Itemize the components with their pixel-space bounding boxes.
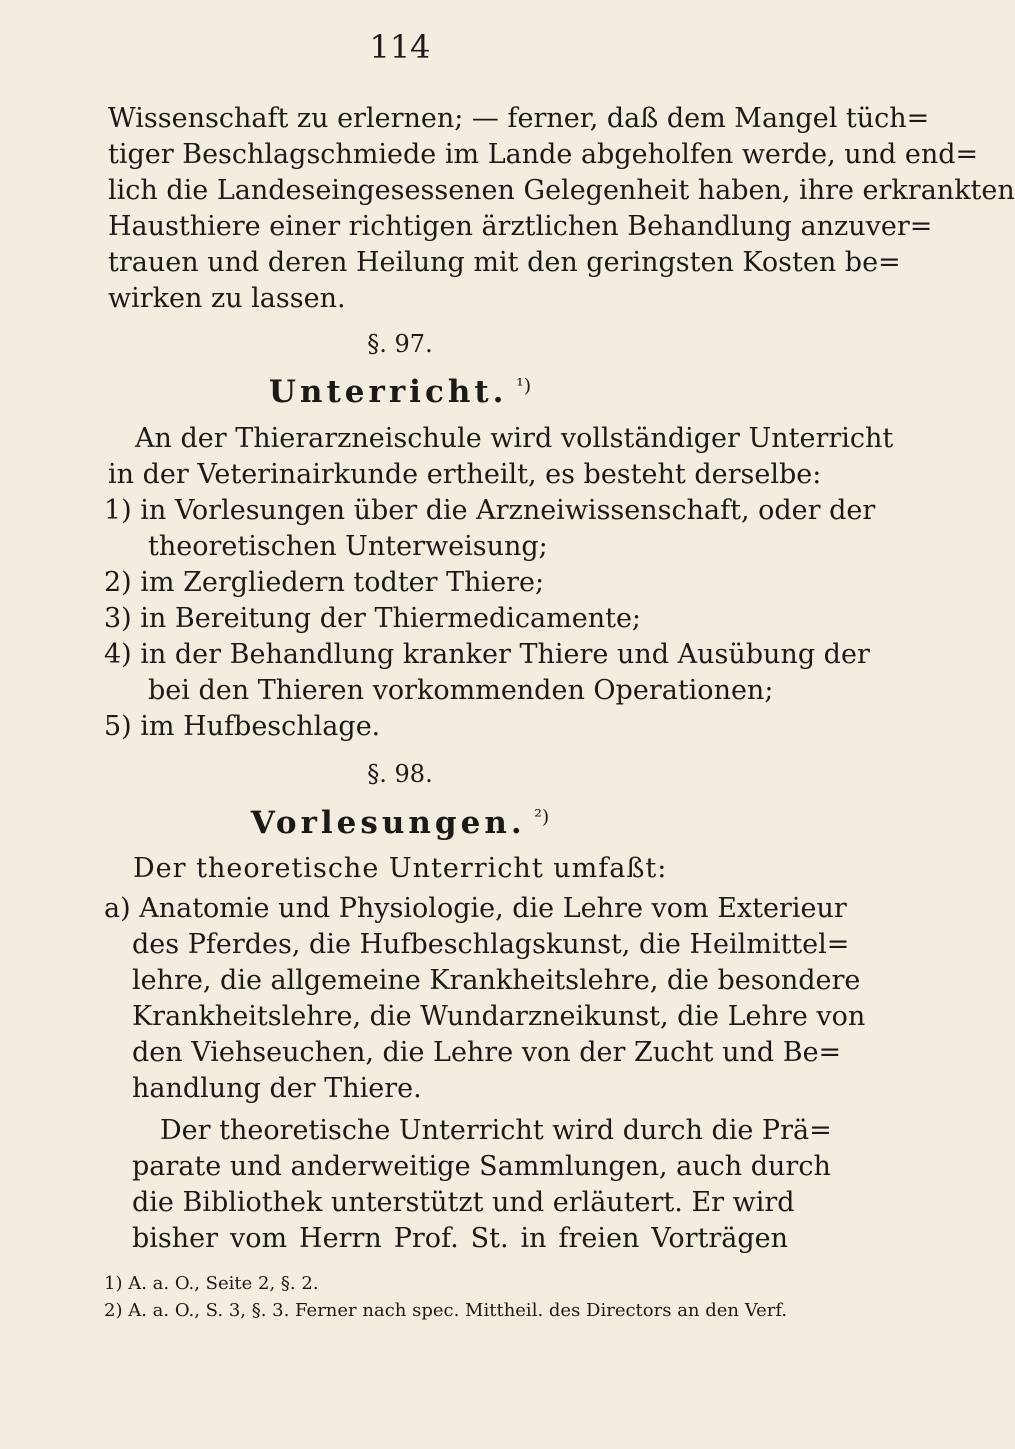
footnote-ref: ²) bbox=[534, 806, 550, 828]
footnote: 2) A. a. O., S. 3, §. 3. Ferner nach spec. Mittheil. des Directors an den Verf. bbox=[104, 1300, 788, 1321]
list-item: 5) im Hufbeschlage. bbox=[104, 711, 381, 742]
section-title-text: Vorlesungen. bbox=[250, 805, 526, 841]
text-line: parate und anderweitige Sammlungen, auch durch bbox=[132, 1151, 831, 1182]
text-line: Wissenschaft zu erlernen; — ferner, daß dem Mangel tüch= bbox=[108, 103, 930, 134]
text-line: wirken zu lassen. bbox=[108, 283, 346, 314]
text-line: Hausthiere einer richtigen ärztlichen Behandlung anzuver= bbox=[108, 211, 933, 242]
section-number: §. 98. bbox=[367, 760, 433, 788]
section-title bbox=[0, 374, 800, 410]
list-item: 3) in Bereitung der Thiermedicamente; bbox=[104, 603, 642, 634]
section-title bbox=[0, 805, 800, 841]
text-line: die Bibliothek unterstützt und erläutert. Er wird bbox=[132, 1187, 795, 1218]
text-line: An der Thierarzneischule wird vollständiger Unterricht bbox=[135, 423, 894, 454]
text-line: Der theoretische Unterricht wird durch die Prä= bbox=[160, 1115, 832, 1146]
text-line: des Pferdes, die Hufbeschlagskunst, die Heilmittel= bbox=[132, 929, 850, 960]
text-line: lich die Landeseingesessenen Gelegenheit haben, ihre erkrankten bbox=[108, 175, 1015, 206]
list-item: 1) in Vorlesungen über die Arzneiwissenschaft, oder der bbox=[104, 495, 876, 526]
footnote-ref: ¹) bbox=[516, 375, 532, 397]
text-line: in der Veterinairkunde ertheilt, es besteht derselbe: bbox=[108, 459, 822, 490]
text-line: bisher vom Herrn Prof. St. in freien Vorträgen bbox=[132, 1223, 788, 1254]
subheading: Der theoretische Unterricht umfaßt: bbox=[133, 853, 668, 884]
text-line: tiger Beschlagschmiede im Lande abgeholfen werde, und end= bbox=[108, 139, 979, 170]
list-item-continuation: theoretischen Unterweisung; bbox=[148, 531, 548, 562]
footnote: 1) A. a. O., Seite 2, §. 2. bbox=[104, 1273, 319, 1294]
list-item-continuation: bei den Thieren vorkommenden Operationen; bbox=[148, 675, 774, 706]
list-item: 2) im Zergliedern todter Thiere; bbox=[104, 567, 545, 598]
section-number: §. 97. bbox=[367, 330, 433, 358]
list-item: 4) in der Behandlung kranker Thiere und Ausübung der bbox=[104, 639, 870, 670]
text-line: lehre, die allgemeine Krankheitslehre, die besondere bbox=[132, 965, 861, 996]
text-line: den Viehseuchen, die Lehre von der Zucht und Be= bbox=[132, 1037, 842, 1068]
text-line: Krankheitslehre, die Wundarzneikunst, die Lehre von bbox=[132, 1001, 866, 1032]
text-line: trauen und deren Heilung mit den geringsten Kosten be= bbox=[108, 247, 901, 278]
section-title-text: Unterricht. bbox=[268, 374, 508, 410]
text-line: handlung der Thiere. bbox=[132, 1073, 422, 1104]
text-line: a) Anatomie und Physiologie, die Lehre vom Exterieur bbox=[104, 893, 847, 924]
page-number: 114 bbox=[369, 28, 431, 66]
